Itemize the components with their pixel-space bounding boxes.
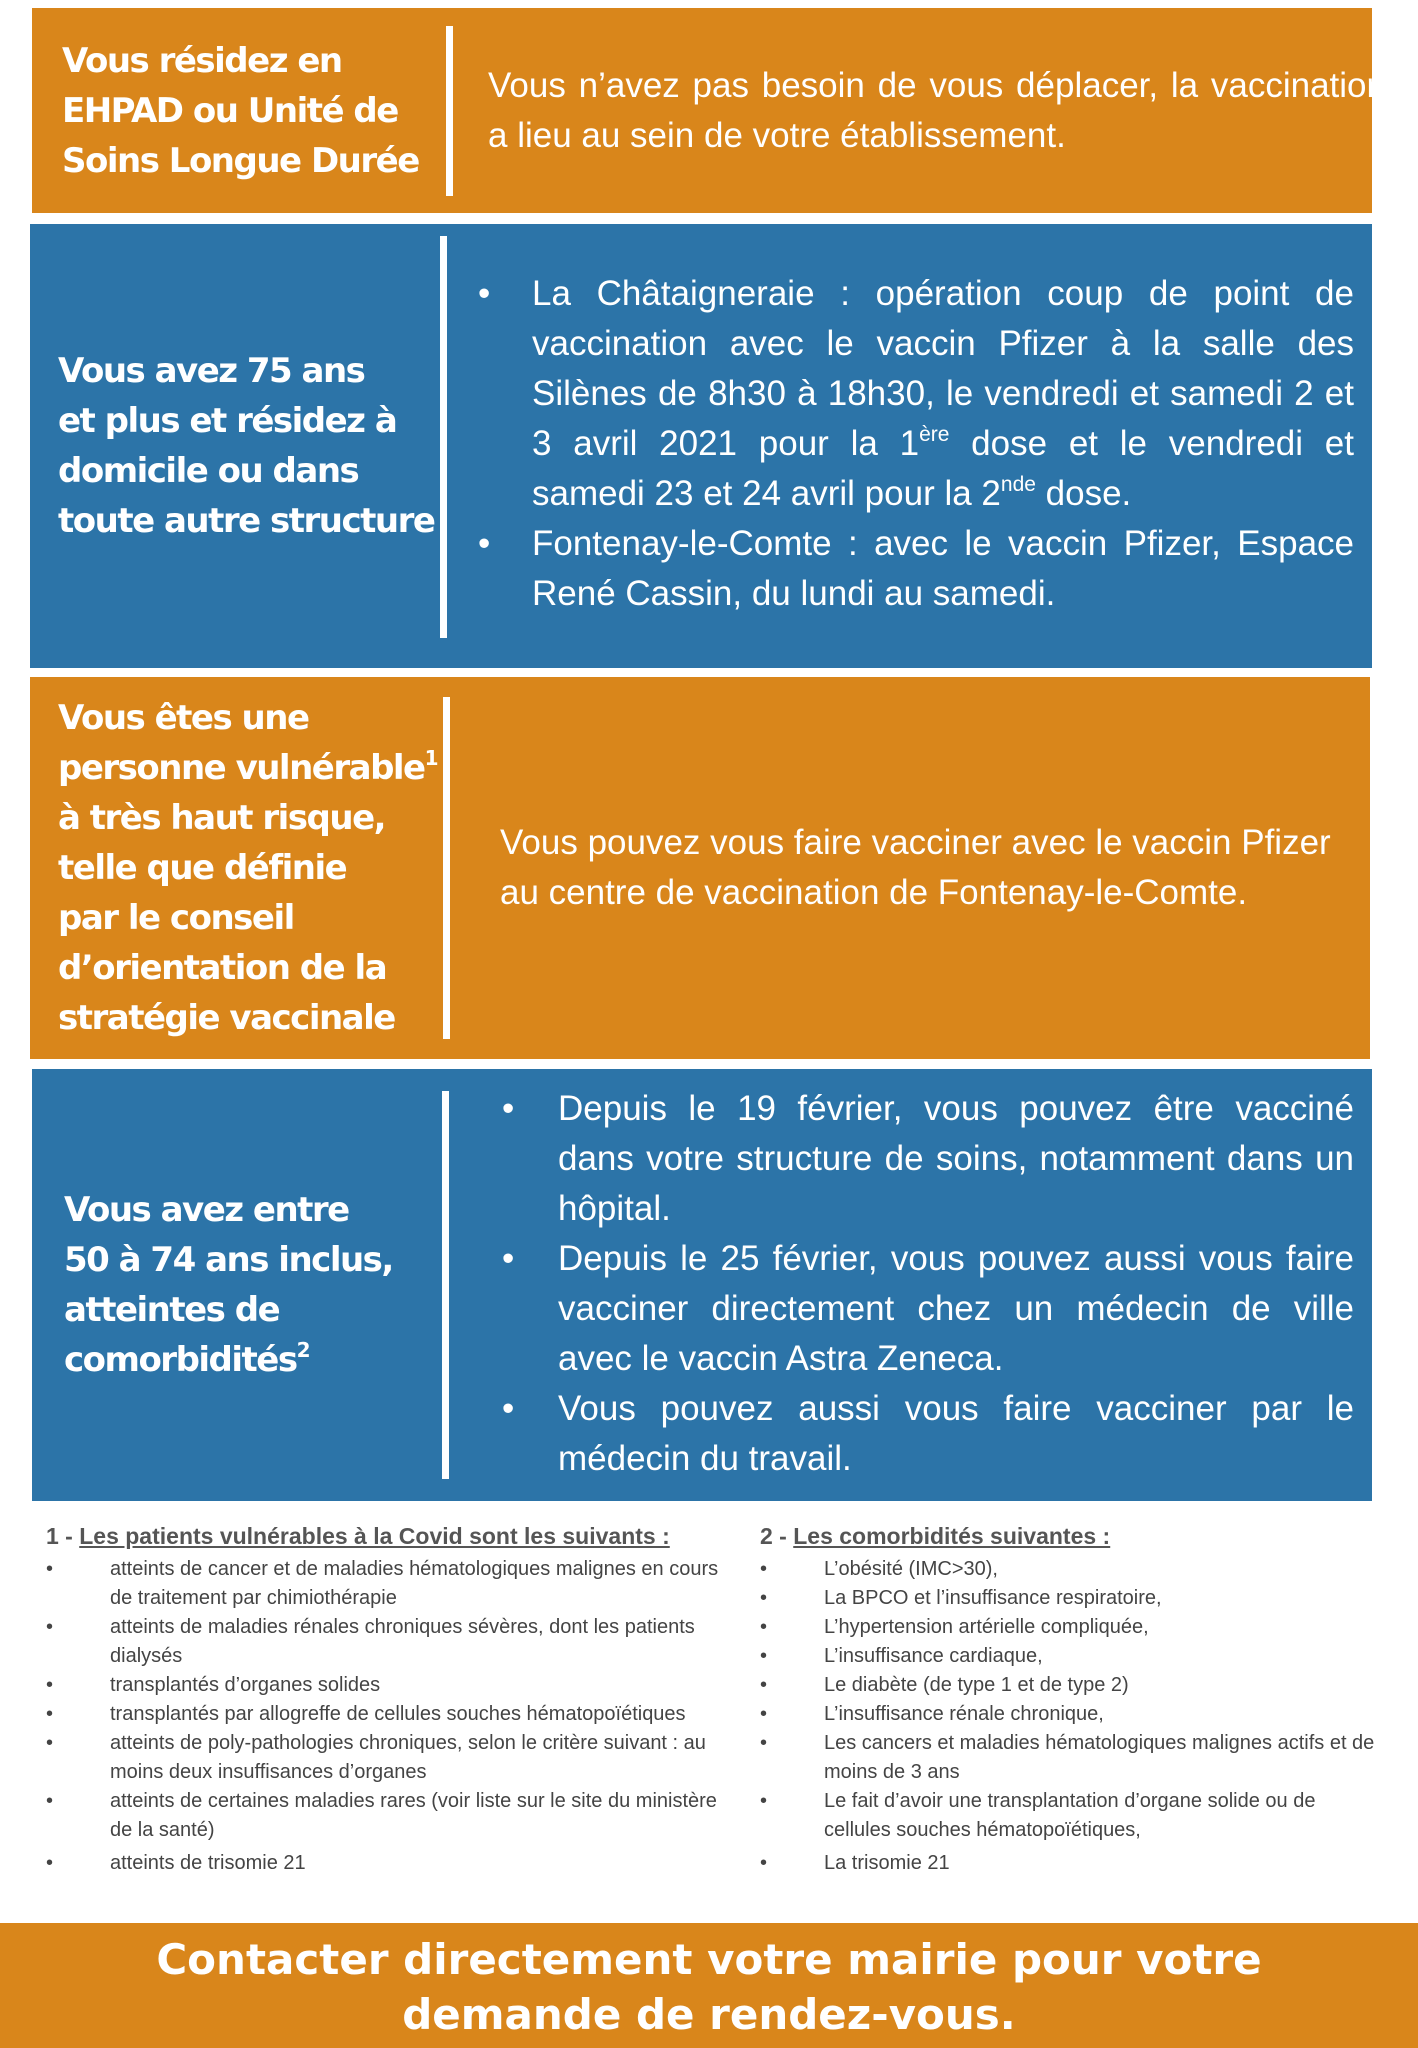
notes-heading <box>46 1522 736 1551</box>
list-item <box>46 1729 736 1787</box>
title-line: stratégie vaccinale <box>58 998 395 1038</box>
note-text: L’obésité (IMC>30), <box>824 1558 998 1580</box>
superscript: 1 <box>424 746 438 770</box>
bullet-icon: • <box>760 1587 768 1609</box>
title-line: Vous avez entre <box>64 1190 349 1230</box>
note-text: transplantés d’organes solides <box>110 1674 381 1696</box>
notes-number: 1 - <box>46 1523 80 1549</box>
bullet-icon: • <box>502 1239 515 1278</box>
bullet-icon: • <box>46 1790 54 1812</box>
title-line: atteintes de <box>64 1290 280 1330</box>
notes-heading <box>760 1522 1380 1551</box>
list-item <box>46 1849 736 1878</box>
panel-ehpad-text: Vous n’avez pas besoin de vous déplacer, la vaccination a lieu au sein de votre établissement. <box>488 65 1386 155</box>
title-line: Vous résidez en <box>62 40 342 81</box>
title-line: Vous avez 75 ans <box>58 351 365 391</box>
panel-75-ans <box>30 224 1372 668</box>
bullet-icon: • <box>502 1089 515 1128</box>
title-line: toute autre structure <box>58 501 435 541</box>
note-text: La trisomie 21 <box>824 1852 950 1874</box>
footer-line: demande de rendez-vous. <box>402 1990 1016 2039</box>
title-line: Vous êtes une <box>58 698 309 738</box>
panel-50-74-ans-title <box>64 1069 444 1501</box>
note-text: Le fait d’avoir une transplantation d’organe solide ou de cellules souches hématopoïétiques, <box>824 1790 1316 1841</box>
panel-vulnerable <box>30 677 1370 1059</box>
bullet-icon: • <box>478 274 491 313</box>
title-line: par le conseil <box>58 898 294 938</box>
note-text: atteints de trisomie 21 <box>110 1852 306 1874</box>
notes-title: Les patients vulnérables à la Covid sont les suivants : <box>79 1523 670 1549</box>
title-text: personne vulnérable <box>58 748 425 788</box>
bullet-icon: • <box>760 1558 768 1580</box>
note-text: Le diabète (de type 1 et de type 2) <box>824 1674 1129 1696</box>
bullet-icon: • <box>760 1674 768 1696</box>
note-text: atteints de certaines maladies rares (voir liste sur le site du ministère de la santé) <box>110 1790 717 1841</box>
list-item <box>760 1671 1380 1700</box>
panel-75-ans-list <box>478 244 1354 644</box>
list-item <box>502 1084 1354 1234</box>
note-text: atteints de cancer et de maladies hématologiques malignes en cours de traitement par chimiothérapie <box>110 1558 719 1609</box>
list-item <box>478 269 1354 519</box>
bullet-icon: • <box>502 1389 515 1428</box>
list-item <box>46 1700 736 1729</box>
divider <box>440 236 447 638</box>
notes-comorbidites <box>760 1522 1380 1878</box>
footer-banner <box>0 1923 1418 2048</box>
bullet-icon: • <box>46 1852 54 1874</box>
panel-50-74-ans <box>32 1069 1372 1501</box>
panel-75-ans-title <box>58 224 478 668</box>
panel-50-74-ans-list <box>502 1079 1354 1489</box>
note-text: atteints de maladies rénales chroniques sévères, dont les patients dialysés <box>110 1616 695 1667</box>
bullet-text: dose. <box>1035 474 1132 513</box>
title-line: telle que définie <box>58 848 347 888</box>
list-item <box>46 1787 736 1845</box>
list-item <box>760 1700 1380 1729</box>
panel-ehpad <box>32 8 1386 213</box>
panel-vulnerable-title <box>58 677 458 1059</box>
list-item <box>502 1384 1354 1484</box>
list-item <box>760 1613 1380 1642</box>
list-item <box>760 1555 1380 1584</box>
superscript: 2 <box>296 1338 310 1362</box>
footer-line: Contacter directement votre mairie pour votre <box>156 1935 1262 1984</box>
title-line: 50 à 74 ans inclus, <box>64 1240 393 1280</box>
title-line <box>64 1335 393 1385</box>
list-item <box>502 1234 1354 1384</box>
title-line: à très haut risque, <box>58 798 386 838</box>
note-text: La BPCO et l’insuffisance respiratoire, <box>824 1587 1162 1609</box>
list-item <box>760 1584 1380 1613</box>
superscript: nde <box>1000 473 1036 496</box>
notes-vulnerables <box>46 1522 736 1878</box>
bullet-text: dose et le vendredi et samedi 23 et 24 avril pour la 2 <box>532 424 1354 513</box>
note-text: transplantés par allogreffe de cellules souches hématopoïétiques <box>110 1703 686 1725</box>
list-item <box>478 519 1354 619</box>
bullet-icon: • <box>46 1703 54 1725</box>
list-item <box>760 1642 1380 1671</box>
bullet-icon: • <box>760 1616 768 1638</box>
bullet-text: Depuis le 25 février, vous pouvez aussi vous faire vacciner directement chez un médecin de ville avec le vaccin Astra Zeneca. <box>558 1239 1354 1378</box>
notes-number: 2 - <box>760 1523 794 1549</box>
title-line: et plus et résidez à <box>58 401 397 441</box>
bullet-icon: • <box>760 1732 768 1754</box>
divider <box>443 697 450 1039</box>
bullet-icon: • <box>760 1790 768 1812</box>
title-line: EHPAD ou Unité de <box>62 90 398 131</box>
bullet-icon: • <box>760 1852 768 1874</box>
bullet-text: Fontenay-le-Comte : avec le vaccin Pfizer, Espace René Cassin, du lundi au samedi. <box>532 524 1354 613</box>
bullet-icon: • <box>760 1645 768 1667</box>
title-line <box>58 743 437 793</box>
title-line: domicile ou dans <box>58 451 359 491</box>
list-item <box>760 1787 1380 1845</box>
list-item <box>760 1849 1380 1878</box>
title-line: Soins Longue Durée <box>62 140 419 181</box>
bullet-icon: • <box>478 524 491 563</box>
title-text: comorbidités <box>64 1340 297 1380</box>
note-text: L’hypertension artérielle compliquée, <box>824 1616 1149 1638</box>
notes-title: Les comorbidités suivantes : <box>793 1523 1111 1549</box>
note-text: atteints de poly-pathologies chroniques, selon le critère suivant : au moins deux insuffisances d’organes <box>110 1732 706 1783</box>
bullet-text: Depuis le 19 février, vous pouvez être vacciné dans votre structure de soins, notamment dans un hôpital. <box>558 1089 1354 1228</box>
note-text: L’insuffisance rénale chronique, <box>824 1703 1104 1725</box>
bullet-icon: • <box>46 1674 54 1696</box>
list-item <box>46 1613 736 1671</box>
note-text: L’insuffisance cardiaque, <box>824 1645 1043 1667</box>
bullet-text: Vous pouvez aussi vous faire vacciner par le médecin du travail. <box>558 1389 1354 1478</box>
title-line: d’orientation de la <box>58 948 387 988</box>
panel-ehpad-title <box>62 8 452 213</box>
bullet-text: La Châtaigneraie : opération coup de point de vaccination avec le vaccin Pfizer à la salle des Silènes de 8h30 à 18h30, le vendredi et samedi 2 et 3 avril 2021 pour la 1 <box>532 274 1354 463</box>
divider <box>446 26 453 196</box>
bullet-icon: • <box>46 1558 54 1580</box>
list-item <box>760 1729 1380 1787</box>
bullet-icon: • <box>46 1616 54 1638</box>
list-item <box>46 1671 736 1700</box>
note-text: Les cancers et maladies hématologiques malignes actifs et de moins de 3 ans <box>824 1732 1375 1783</box>
bullet-icon: • <box>760 1703 768 1725</box>
list-item <box>46 1555 736 1613</box>
divider <box>442 1091 449 1479</box>
superscript: ère <box>919 423 950 446</box>
panel-vulnerable-text: Vous pouvez vous faire vacciner avec le vaccin Pfizer au centre de vaccination de Fontenay-le-Comte. <box>500 823 1331 912</box>
bullet-icon: • <box>46 1732 54 1754</box>
